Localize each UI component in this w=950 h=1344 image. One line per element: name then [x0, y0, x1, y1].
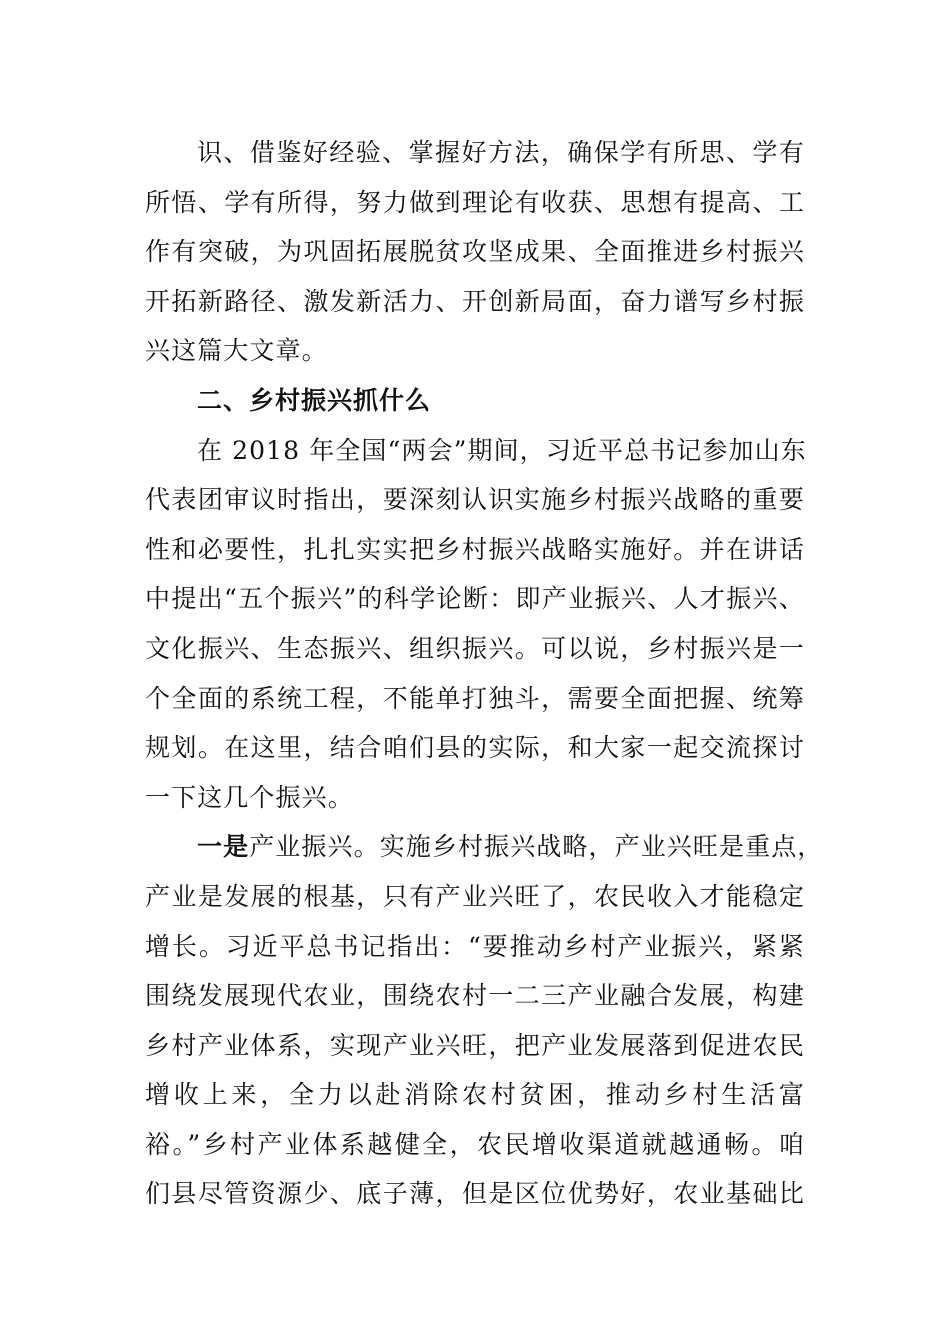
- paragraph-3-line-6: 增收上来，全力以赴消除农村贫困，推动乡村生活富: [145, 1080, 805, 1110]
- paragraph-2-line-3: 性和必要性，扎扎实实把乡村振兴战略实施好。并在讲话: [145, 534, 805, 564]
- paragraph-3-line-3: 增长。习近平总书记指出：“要推动乡村产业振兴，紧紧: [145, 931, 805, 961]
- paragraph-2-line-2: 代表团审议时指出，要深刻认识实施乡村振兴战略的重要: [145, 485, 805, 515]
- paragraph-2-line-4: 中提出“五个振兴”的科学论断：即产业振兴、人才振兴、: [145, 584, 805, 614]
- paragraph-3-line-2: 产业是发展的根基，只有产业兴旺了，农民收入才能稳定: [145, 881, 805, 911]
- paragraph-3-line-1-rest: 产业振兴。实施乡村振兴战略，产业兴旺是重点，: [249, 832, 824, 862]
- paragraph-3-line-4: 围绕发展现代农业，围绕农村一二三产业融合发展，构建: [145, 981, 805, 1011]
- paragraph-3-line-5: 乡村产业体系，实现产业兴旺，把产业发展落到促进农民: [145, 1030, 805, 1060]
- paragraph-3-line-8: 们县尽管资源少、底子薄，但是区位优势好，农业基础比: [145, 1179, 805, 1209]
- paragraph-1-line-2: 所悟、学有所得，努力做到理论有收获、思想有提高、工: [145, 187, 805, 217]
- paragraph-1-line-4: 开拓新路径、激发新活力、开创新局面，奋力谱写乡村振: [145, 286, 805, 316]
- paragraph-2-line-5: 文化振兴、生态振兴、组织振兴。可以说，乡村振兴是一: [145, 633, 805, 663]
- paragraph-3-lead: 一是: [197, 832, 250, 862]
- paragraph-3-line-1: [145, 822, 824, 872]
- paragraph-1-line-5: 兴这篇大文章。: [145, 336, 328, 366]
- section-heading: 二、乡村振兴抓什么: [197, 385, 432, 415]
- paragraph-2-line-8: 一下这几个振兴。: [145, 782, 354, 812]
- paragraph-2-line-7: 规划。在这里，结合咱们县的实际，和大家一起交流探讨: [145, 733, 805, 763]
- paragraph-1-line-1: 识、借鉴好经验、掌握好方法，确保学有所思、学有: [197, 138, 805, 167]
- document-body: [145, 128, 824, 1219]
- paragraph-3-line-7: 裕。”乡村产业体系越健全，农民增收渠道就越通畅。咱: [145, 1129, 805, 1159]
- paragraph-2-line-6: 个全面的系统工程，不能单打独斗，需要全面把握、统筹: [145, 683, 805, 713]
- paragraph-2-line-1: 在 2018 年全国“两会”期间，习近平总书记参加山东: [197, 435, 807, 465]
- paragraph-1-line-3: 作有突破，为巩固拓展脱贫攻坚成果、全面推进乡村振兴: [145, 237, 805, 267]
